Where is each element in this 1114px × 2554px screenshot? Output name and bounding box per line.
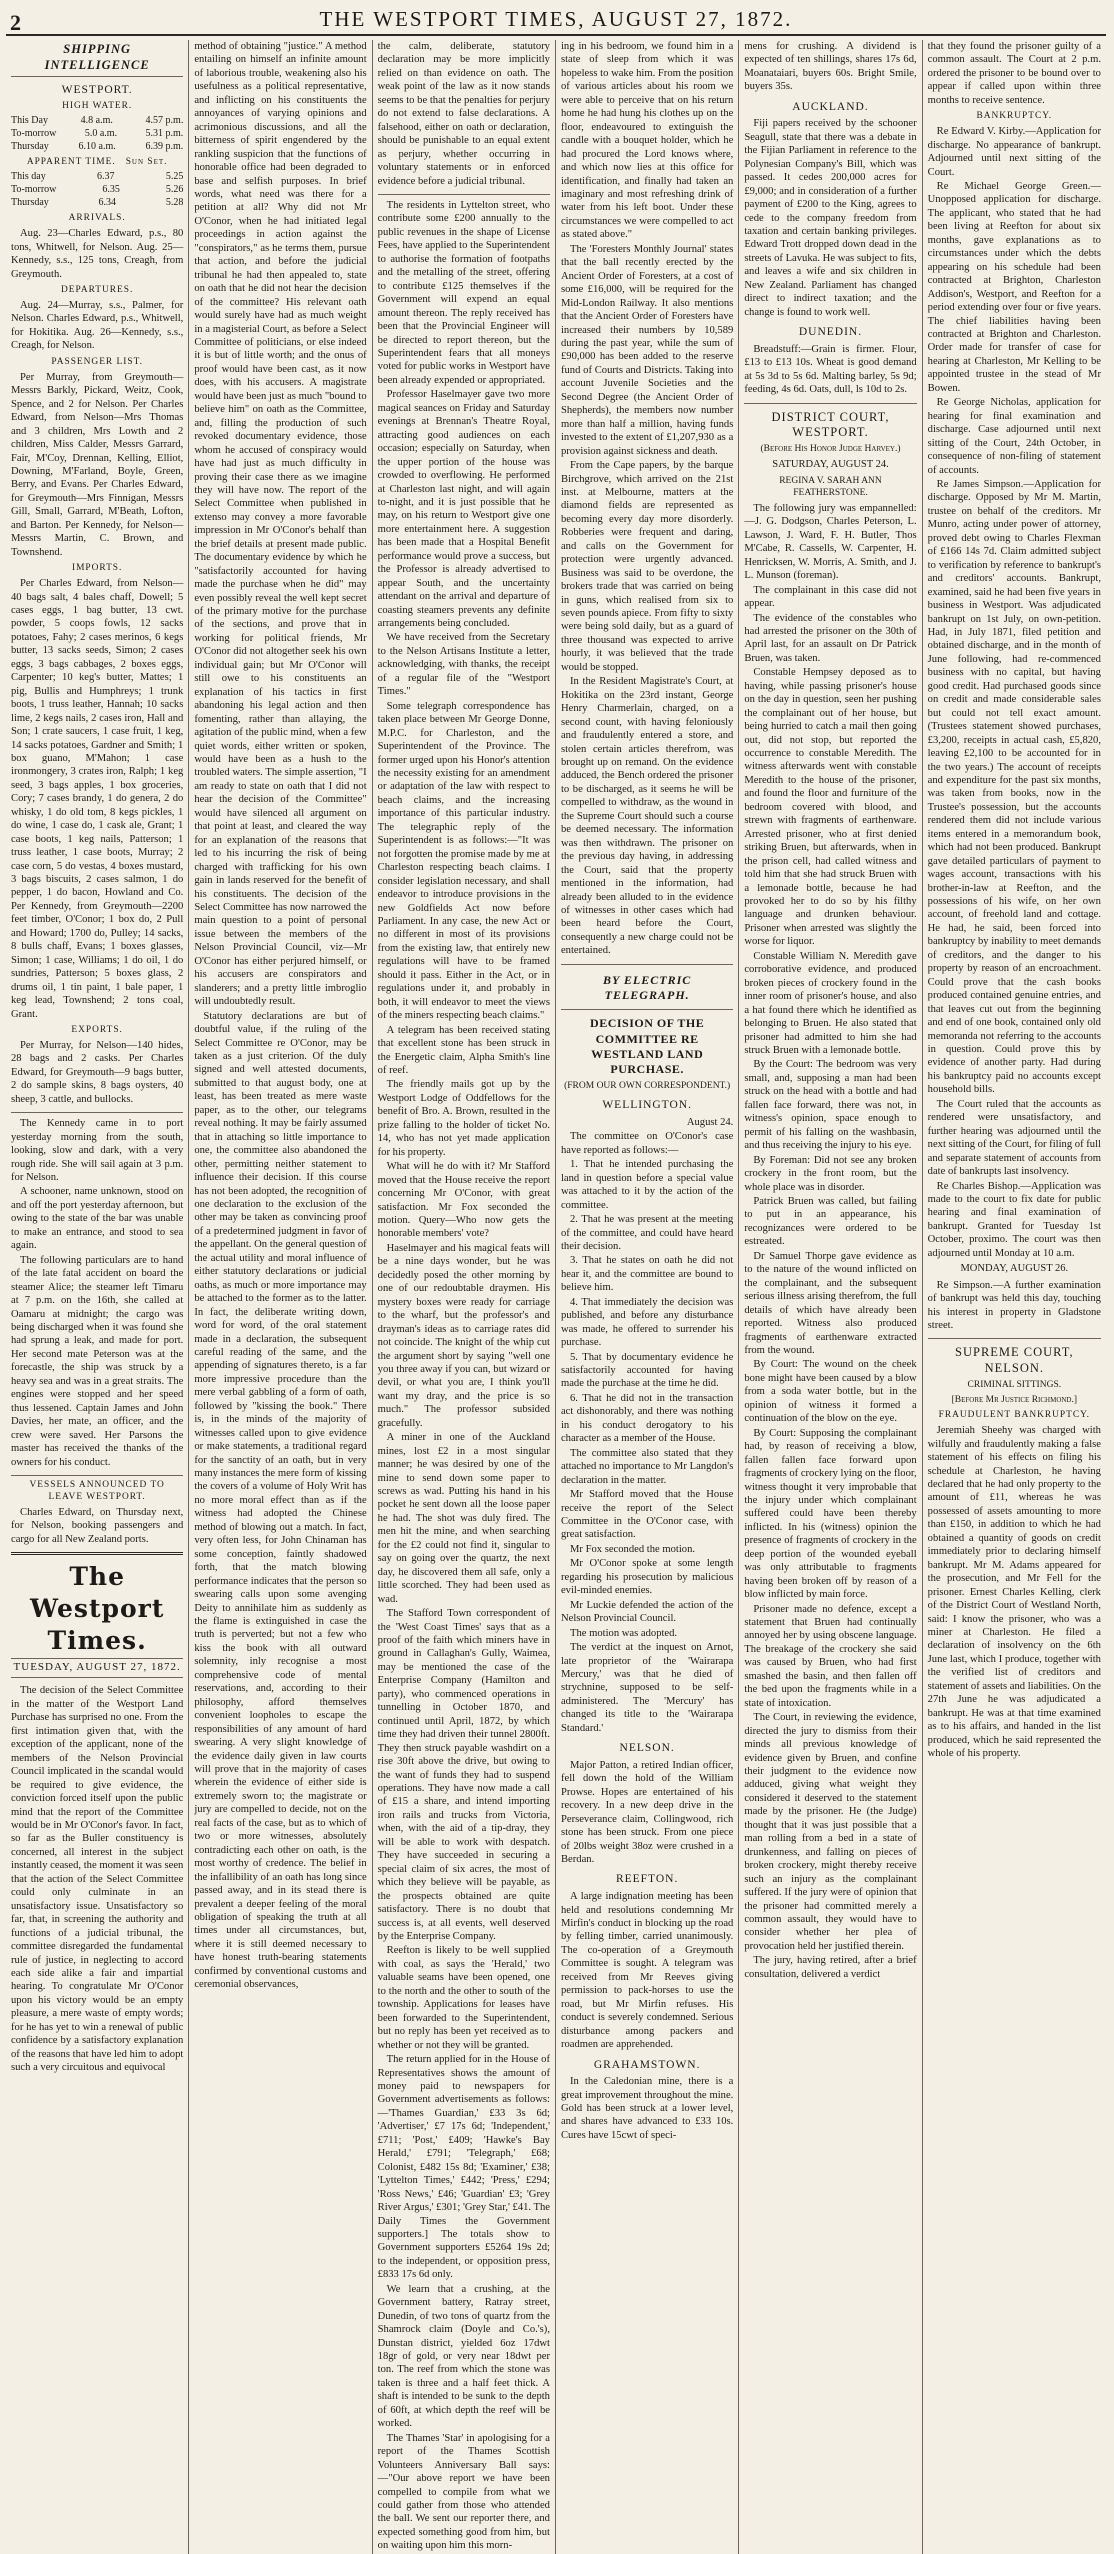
column-3: [373, 40, 556, 2554]
sun-row: To-morrow 6.35 5.26: [11, 183, 184, 195]
exports-heading: EXPORTS.: [71, 1025, 123, 1036]
report-paragraph: Fiji papers received by the schooner Seagull, state that there was a debate in the Fijian Parliament in reference to the Polynesian Company's Bill, which was passed. It cedes 200,000 acres for £9,000; and in consideration of a further payment of £200 to the King, agrees to cede to the company freedom from taxation and certain banking privileges. Edward Trott dropped down dead in the streets of Lavuka. He was subject to fits, and leaves a wife and six children in New Zealand. Parliament has changed direct to indirect taxation; and the change is found to work well.: [744, 118, 917, 318]
report-paragraph: In the Caledonian mine, there is a great improvement throughout the mine. Gold has been struck at a lower level, and shares have advanced to £33 10s. Cures have 15cwt of speci-: [560, 2076, 734, 2141]
report-paragraph: Mr O'Conor spoke at some length regarding his prosecution by malicious evil-minded enemies.: [560, 1558, 734, 1597]
court-paragraph: Dr Samuel Thorpe gave evidence as to the nature of the wound inflicted on the complainant, and the subsequent serious illness arising therefrom, the full details of which have already been reported. Witness also produced fragments of earthenware extracted from the wound.: [744, 1250, 917, 1356]
wellington-heading: WELLINGTON.: [602, 1099, 692, 1112]
report-paragraph: Major Patton, a retired Indian officer, fell down the hold of the William Prowse. Hopes are entertained of his recovery. In a new deep drive in the Perseverance claim, Collingwood, rich stone has been struck. From one piece of 20lbs weight 38oz were crushed in a Berdan.: [560, 1759, 734, 1866]
high-water-heading: HIGH WATER.: [62, 101, 133, 112]
news-paragraph: A miner in one of the Auckland mines, lost £2 in a most singular manner; he was desired by one of the mine to send down some paper to screws as wad. Putting his hand in his pocket he sent down all the loose paper he had. The shot was duly fired. The men hit the mine, and when searching for the £2 could not find it, singular to say on going over the quartz, the next day, he discovered them all safe, only a little scorched. They had been used as wad.: [377, 1432, 550, 1605]
report-paragraph: The motion was adopted.: [569, 1627, 678, 1639]
divider: [11, 1552, 183, 1555]
report-paragraph: The committee also stated that they attached no importance to Mr Langdon's declaration in the matter.: [560, 1447, 734, 1486]
news-paragraph: The following particulars are to hand of the late fatal accident on board the steamer Alice; the steamer left Timaru at 7 p.m. on the 16th, she called at Oamaru at midnight; the cargo was being discharged when it was found she had sprung a leak, and made for port. Her second mate Peterson was at the forecastle, the ship was struck by a heavy sea and was in a great straits. The engines were stopped and her speed thus lessened. Captain James and John Davies, her mate, an officer, and the crew were saved. Her Parsons the master has received the thanks of the owners for his conduct.: [11, 1254, 184, 1468]
sitting-date: MONDAY, AUGUST 26.: [960, 1263, 1069, 1275]
column-2: [189, 40, 372, 2554]
departures-heading: DEPARTURES.: [60, 285, 134, 296]
supreme-court-heading: SUPREME COURT, NELSON.: [955, 1345, 1074, 1376]
tide-row: Thursday 6.10 a.m. 6.39 p.m.: [11, 140, 184, 152]
grahamstown-heading: GRAHAMSTOWN.: [593, 2058, 701, 2071]
court-paragraph: The complainant in this case did not appear.: [744, 584, 917, 610]
bankruptcy-paragraph: Re George Nicholas, application for hearing for final examination and discharge. Case adjourned until next sitting of the Court, 24th October, in consequence of non-filing of statement of accounts.: [927, 397, 1101, 476]
exports-text: Per Murray, for Nelson—140 hides, 28 bags and 2 casks. Per Charles Edward, for Greymouth—9 bags butter, 2 do sample skins, 8 bags oysters, 40 sheep, 3 cattle, and bullocks.: [11, 1039, 184, 1105]
report-paragraph: 6. That he did not in the transaction act dishonorably, and there was nothing in his conduct derogatory to his character as a member of the House.: [560, 1392, 734, 1445]
court-paragraph: The jury, having retired, after a brief consultation, delivered a verdict: [744, 1955, 917, 1980]
court-paragraph: By Court: Supposing the complainant had, by reason of receiving a blow, fallen fallen face forward upon fragments of crockery lying on the floor, witness thought it very improbable that the injury under which complainant suffered could have been thereby inflicted. In his (witness) opinion the presence of fragments of crockery in the deep portion of the wounded eyeball was only attributable to fragments having been broken off by reason of a blow inflicted by main force.: [744, 1427, 917, 1601]
report-paragraph: 5. That by documentary evidence he satisfactorily accounted for having made the purchase at the time he did.: [560, 1351, 734, 1390]
column-4: [556, 40, 739, 2554]
newspaper-nameplate: The Westport Times.: [29, 1562, 165, 1655]
report-paragraph: 3. That he states on oath he did not hear it, and the committee are bound to believe him.: [560, 1255, 734, 1294]
news-paragraph: The Stafford Town correspondent of the 'West Coast Times' says that as a proof of the faith which miners have in ground in Callaghan's Gully, Waimea, may be mentioned the case of the Enterprise Company (Hamilton and party), who commenced operations in tunnelling in October 1870, and continued until April, 1872, by which time they had driven their tunnel 2800ft. They then struck payable washdirt on a rise 30ft above the drive, but owing to the want of funds they had to suspend operations. They have now made a call of £15 a share, and intend importing iron rails and trucks from Victoria, when, with the aid of a tip-dray, they will be able to work with despatch. They have succeeded in securing a special claim of six acres, the most of which they believe will be payable, as the prospects obtained are quite satisfactory. There is no doubt that success is, at all events, well deserved by the Enterprise Company.: [377, 1608, 550, 1942]
shipping-heading: SHIPPING INTELLIGENCE: [11, 42, 183, 77]
court-paragraph: By Court: The wound on the cheek bone might have been caused by a blow from a soda water bottle, but in the opinion of witness it formed a continuation of the blow on the eye.: [744, 1359, 917, 1425]
news-paragraph: In the Resident Magistrate's Court, at Hokitika on the 23rd instant, George Henry Charmerlain, charged, on a second count, with having feloniously and fraudulently entered a store, and stolen certain articles therefrom, was brought up on remand. On the evidence adduced, the Bench ordered the prisoner to be discharged, as it seems he will be compelled to withdraw, as the wound in the Supreme Court should such a course be deemed necessary. The information was then withdrawn. The prisoner on the previous day having, in addressing the Court, said that the property mentioned in the information, had already been alluded to in the evidence of witnesses in other cases which had been heard before the Court, consequently a new charge could not be entertained.: [560, 676, 734, 957]
column-1: [6, 40, 189, 2554]
departures-text: Aug. 24—Murray, s.s., Palmer, for Nelson. Charles Edward, p.s., Whitwell, for Hokitika. Aug. 26—Kennedy, s.s., Creagh, for Nelson.: [11, 300, 184, 352]
judge-note: [Before Mr Justice Richmond.]: [951, 1395, 1078, 1406]
arrivals-text: Aug. 23—Charles Edward, p.s., 80 tons, Whitwell, for Nelson. Aug. 25—Kennedy, s.s., 125 tons, Creagh, from Greymouth.: [11, 228, 184, 280]
auckland-heading: AUCKLAND.: [792, 100, 869, 113]
bankruptcy-paragraph: Re Edward V. Kirby.—Application for discharge. No appearance of bankrupt. Adjourned until next sitting of the Court.: [927, 126, 1101, 178]
editorial-paragraph: the calm, deliberate, statutory declaration may be more implicitly relied on than evidence on oath. The weak point of the law as it now stands seems to be that the penalties for perjury do not extend to false declarations. A falsehood, either on oath or declaration, should be punishable to an equal extent as perjury, whether occurring in voluntary statements or in enforced evidence before a judicial tribunal.: [377, 41, 550, 187]
bankruptcy-paragraph: Re Charles Bishop.—Application was made to the court to fix date for public hearing and final examination of bankrupt. Granted for Tuesday 1st October, proximo. The court was then adjourned until Monday at 10 a.m.: [927, 1180, 1101, 1259]
sun-row: This day 6.37 5.25: [11, 171, 184, 183]
news-paragraph: Professor Haselmayer gave two more magical seances on Friday and Saturday evenings at Brennan's Theatre Royal, attracting good audiences on each occasion; especially on Saturday, when the upper portion of the house was crowded to overflowing. He performed at Charleston last night, and will again to-night, and it is just possible that he may, on his return to Westport give one more entertainment here. A suggestion has been made that a Hospital Benefit performance would prove a success, but the Professor is already advertised to appear South, and the uncertainty attendant on the arrival and departure of coasting steamers prevents any definite arrangements being concluded.: [377, 389, 550, 630]
case-heading: FRAUDULENT BANKRUPTCY.: [938, 1410, 1090, 1421]
vessels-heading: VESSELS ANNOUNCED TO LEAVE WESTPORT.: [29, 1480, 165, 1502]
report-paragraph: The verdict at the inquest on Arnot, late proprietor of the 'Wairarapa Mercury,' was that he died of strychnine, supposed to be self-administered. The 'Mercury' has changed its title to the 'Wairarapa Standard.': [560, 1642, 734, 1734]
news-paragraph: The 'Foresters Monthly Journal' states that the ball recently erected by the Ancient Order of Foresters, at a cost of some £16,000, will be required for the Mid-London Railway. It also mentions that the Ancient Order of Foresters have increased their numbers by 10,589 during the past year, while the sum of £90,000 has been added to the reserve fund of Courts and Districts. Taking into account Juvenile Societies and the Second Degree (the Ancient Order of Shepherds), the members now number more than half a million, having funds invested to the extent of £1,207,930 as a provision against sickness and death.: [560, 243, 734, 457]
criminal-sittings: CRIMINAL SITTINGS.: [967, 1380, 1062, 1391]
court-paragraph: Prisoner made no defence, except a statement that Bruen had continually annoyed her by using obscene language. The breakage of the crockery she said was caused by Bruen, who had first smashed the basin, and then fallen off the bed upon the fragments while in a state of intoxication.: [744, 1603, 917, 1709]
editorial-paragraph: method of obtaining "justice." A method entailing on himself an infinite amount of laborious trouble, weakening also his usefulness as a political representative, and inflicting on his constituents the annoyances of varying opinions and acrimonious discussions, and all the bitterness of spirit engendered by the rankling suspicion that the functions of honorable office had been degraded to base and selfish purposes. In brief words, what need was there for a petition at all? Why did not Mr O'Conor, when he had initiated legal proceedings in action against the "conspirators," as he terms them, pursue that action, and before the judicial tribunal he had then appealed to, state on oath that he did not hear the decision of the committee? His relevant oath would surely have had as much weight in a magisterial Court, as before a Select Committee of politicians, or else indeed it is but of little worth; and the onus of proof would have been cast, as it now does, with his accusers. A magistrate would have been just as much "bound to believe him" on oath as the Committee, and, filling the production of such revoked documentary evidence, those whom he accused of conspiracy would have had just as much difficulty in proving their case there as we imagine they will have now. The report of the Select Committee when published in extenso may convey a more favorable impression in Mr O'Conor's behalf than the brief details at present made public. The documentary evidence by which he "satisfactorily accounted for having made the purchase when he did" may even possibly reveal the well kept secret of the primary motive for the purchase of the sections, and prove that in working for political friends, Mr O'Conor did not altogether seek his own individual gain; but Mr O'Conor will still owe to his constituents an explanation of his tactics in first abandoning his legal action and then fomenting, rather than allaying, the agitation of the public mind, when a few quiet words, either written or spoken, would have been as a hush to the troubled waters. The simple assertion, "I am ready to state on oath that I did not hear the decision of the Committee" would have silenced all argument on that point at least, and cleared the way for an explanation of the reasons that led to his incurring the risk of being charged with trafficking for his own gain in lands reserved for the benefit of his constituents. The decision of the Select Committee has now narrowed the main question to a point of personal issue between the members of the Nelson Provincial Council, viz—Mr O'Conor has either perjured himself, or his accusers are conspirators and slanderers; and a pretty little imbroglio will undoubtedly result.: [194, 41, 367, 1008]
dunedin-heading: DUNEDIN.: [798, 326, 863, 339]
news-paragraph: Haselmayer and his magical feats will be a nine days wonder, but he was decidedly posed the other morning by one of our redoubtable draymen. His mystery boxes were ready for carriage to the wharf, but the professor's and drayman's ideas as to carriage rates did not coincide. The knight of the whip cut the argument short by saying "well one you three away if you can, but wizard or devil, or what you are, I think you'll want my dray, and the price is so much." The professor subsided gracefully.: [377, 1242, 550, 1429]
report-paragraph: mens for crushing. A dividend is expected of ten shillings, shares 17s 6d, Moanataiari, buyers 60s. Bright Smile, buyers 35s.: [744, 41, 917, 93]
dateline: August 24.: [686, 1116, 734, 1128]
telegraph-heading: BY ELECTRIC TELEGRAPH.: [603, 972, 692, 1003]
imports-text: Per Charles Edward, from Nelson—40 bags salt, 4 bales chaff, Dowell; 5 cases eggs, 1 bag butter, 13 cwt. powder, 5 coops fowls, 12 sacks potatoes, Fahy; 2 cases merinos, 6 kegs butter, 13 sacks seeds, Simon; 2 cases eggs, 3 bags cabbages, 2 boxes eggs, Carpenter; 10 keg's butter, Mattes; 1 pig, Bullis and Humphreys; 1 trunk boots, 1 truss leather, Hannah; 10 sacks lime, 2 kegs nails, 2 cases iron, Hall and Son; 1 crate saucers, 1 case fruit, 1 keg, 14 sacks potatoes, Gardner and Smith; 1 box guano, M'Mahon; 1 case ironmongery, 3 crates iron, Ralph; 1 keg seed, 3 bags apples, 1 box groceries, Cory; 7 cases brandy, 1 do genera, 2 do whisky, 1 do old tom, 8 kegs pickles, 1 do wine, 1 case do, 1 cask ale, Grant; 1 case boots, 1 keg nails, Patterson; 1 truss leather, 1 case boots, Murray; 2 case corn, 5 do vestas, 4 boxes mustard, 3 bags biscuits, 2 cases salmon, 1 do pepper, 1 do bacon, Howland and Co. Per Kennedy, from Greymouth—2200 feet timber, O'Conor; 1 box do, 2 Pull and Howard; 1700 do, Pulley; 14 sacks, 8 bulls chaff, Evans; 1 boxes glasses, Simon; 1 case, Williams; 1 do oil, 1 do sundries, Patterson; 5 boxes glass, 2 drums oil, 1 tin paint, 1 bale paper, 1 keg lead, Townshend; 2 tons coal, Grant.: [11, 578, 184, 1020]
news-paragraph: The friendly mails got up by the Westport Lodge of Oddfellows for the benefit of Bro. A. Brown, resulted in the prize falling to the holder of ticket No. 14, who has not yet made application for his property.: [377, 1079, 550, 1158]
decision-heading: DECISION OF THE COMMITTEE RE WESTLAND LAND PURCHASE.: [590, 1016, 705, 1076]
passenger-heading: PASSENGER LIST.: [51, 356, 143, 367]
column-5: [739, 40, 922, 2554]
case-title: REGINA V. SARAH ANN FEATHERSTONE.: [779, 475, 882, 498]
report-paragraph: 1. That he intended purchasing the land in question before a special value was attached to it by the action of the committee.: [560, 1159, 734, 1211]
tide-row: This Day 4.8 a.m. 4.57 p.m.: [11, 115, 184, 127]
court-paragraph: Constable Hempsey deposed as to having, while passing prisoner's house on the day in question, seen her pushing the complainant out of her house, but being hurried to catch a mail then going out, did not stop, but reported the occurrence to constable Meredith. The witness afterwards went with constable Meredith to the house of the prisoner, and found the floor and furniture of the bedroom covered with blood, and strewn with fragments of earthenware. Arrested prisoner, who at first denied striking Bruen, but afterwards, when in the prison cell, had called witness and told him that she had struck Bruen with a lemonade bottle, because he had provoked her to do so by his filthy language and drunken behaviour. Prisoner when arrested was slightly the worse for liquor.: [744, 667, 917, 948]
court-paragraph: Constable William N. Meredith gave corroborative evidence, and produced broken pieces of crockery found in the inner room of prisoner's house, and also a hat found there which he identified as belonging to Bruen. He also stated that prisoner had admitted to him she had struck Bruen with a lemonade bottle.: [744, 950, 917, 1056]
column-6: [923, 40, 1106, 2554]
report-paragraph: 4. That immediately the decision was published, and before any disturbance was made, he offered to surrender his purchase.: [560, 1296, 734, 1349]
court-paragraph: Patrick Bruen was called, but failing to put in an appearance, his recognizances were ordered to be estreated.: [744, 1195, 917, 1248]
divider: [11, 1475, 183, 1476]
bankruptcy-paragraph: The Court ruled that the accounts as rendered were unsatisfactory, and further hearing was adjourned until the next sitting of the Court, for filing of full and separate statement of accounts from date of bankrupts last insolvency.: [927, 1098, 1101, 1178]
editorial-paragraph: The decision of the Select Committee in the matter of the Westport Land Purchase has surprised no one. From the first intimation given that, with the exception of the applicant, none of the members of the Nelson Provincial Council implicated in the scandal would be required to give evidence, the conviction forced itself upon the public mind that the report of the Committee would be in Mr O'Conor's favor. In fact, so far as the Buller constituency is concerned, all interest in the subject instantly ceased, the moment it was seen that the action of the Select Committee could only culminate in an unsatisfactory issue. Unsatisfactory so far, that, in screening the authority and functions of a judicial tribunal, the committee disregarded the fundamental rule of justice, in neglecting to accord each side alike a fair and impartial hearing. To congratulate Mr O'Conor upon his victory would be an empty pleasure, a mere waste of empty words; for he has yet to win a renewal of public confidence by a satisfactory explanation of the reasons that have led him to adopt such a very circuitous and equivocal: [11, 1685, 184, 2074]
news-paragraph: We have received from the Secretary to the Nelson Artisans Institute a letter, acknowledging, with thanks, the receipt of a regular file of the "Westport Times.": [377, 632, 550, 698]
page-number: 2: [10, 10, 21, 35]
report-paragraph: Mr Fox seconded the motion.: [569, 1543, 696, 1555]
divider: [928, 1338, 1101, 1339]
news-paragraph: From the Cape papers, by the barque Birchgrove, which arrived on the 21st inst. at Melbourne, matters at the diamond fields are represented as becoming every day more disorderly. Robberies were frequent and daring, and calls on the Government for protection were urgently advanced. Business was said to be overdone, the brokers trade that was carried on being in guns, which realised from six to seven pounds apiece. From fifty to sixty were being sold daily, but as a guard of three thousand was expected to arrive hourly, it was believed that the trade would be stopped.: [560, 460, 734, 673]
divider: [11, 1112, 183, 1113]
report-paragraph: A large indignation meeting has been held and resolutions condemning Mr Mirfin's conduct in blocking up the road by felling timber, carried unanimously. The co-operation of a Greymouth Committee is sought. A telegram was received from Mr Reeves giving permission to pack-horses to use the road, but Mr Mirfin refuses. His conduct is severely condemned. Serious disturbance among packers and roadmen are apprehended.: [560, 1891, 734, 2051]
court-paragraph: Jeremiah Sheehy was charged with wilfully and fraudulently making a false statement of his effects on filing his schedule at Charleston, he having declared that he had only property to the amount of £11, whereas he was possessed of assets amounting to more than £150, in addition to which he had obtained a quantity of goods on credit immediately prior to declaring himself bankrupt. Mr M. Adams appeared for the prosecution, and Mr Fell for the prisoner. Ernest Charles Kelling, clerk of the District Court of Westland North, said: I know the prisoner, who was a miner at Charleston. He filed a declaration of insolvency on the 6th June last, which I produce, together with the verified list of creditors and statement of assets and liabilities. On the 27th June he was adjudicated a bankrupt. He was at that time examined as to his affairs, and handed in the list produced, which he said represented the whole of his property.: [927, 1425, 1101, 1760]
divider: [378, 194, 550, 195]
tide-row: To-morrow 5.0 a.m. 5.31 p.m.: [11, 127, 184, 139]
report-paragraph: 2. That he was present at the meeting of the committee, and could have heard their decision.: [560, 1214, 734, 1252]
news-paragraph: ing in his bedroom, we found him in a state of sleep from which it was hopeless to wake him. From the position of various articles about his room we were able to perceive that on his return home he had hung his clothes up on the floor, endeavoured to extinguish the candle with a bouquet holder, which he had procured the Lord knows where, and which now lies at this office for identification, and finally had taken an imaginary and most refreshing drink of water from his left boot. Under these circumstances we were compelled to act as stated above.": [560, 41, 734, 241]
report-paragraph: Breadstuff:—Grain is firmer. Flour, £13 to £13 10s. Wheat is good demand at 5s 3d to 5s 6d. Malting barley, 5s 9d; feeding, 4s 6d. Oats, dull, ls 10d to 2s.: [744, 343, 917, 396]
divider: [561, 964, 733, 965]
passenger-text: Per Murray, from Greymouth—Messrs Barkly, Pickard, Weitz, Cook, Spence, and 2 for Nelson. Per Charles Edward, from Nelson—Mrs Thomas and 3 children, Mrs Lowth and 2 children, Miss Calder, Messrs Garrard, Fair, M'Coy, Drennan, Kelling, Elliot, Downing, M'Farland, Boyle, Green, Berry, and Evans. Per Charles Edward, for Greymouth—Mrs Finnigan, Messrs Gill, Small, Garrard, M'Beath, Lofton, and Barton. Per Kennedy, for Nelson—Messrs Martin, C. Brown, and Townshend.: [11, 371, 184, 558]
nelson-heading: NELSON.: [619, 1742, 675, 1755]
court-paragraph: The following jury was empannelled:—J. G. Dodgson, Charles Peterson, L. Lawson, J. Ward, F. H. Butler, Thos M'Cabe, R. Cassells, W. Carpenter, H. Henricksen, W. Morris, A. Smith, and J. L. Munson (foreman).: [744, 502, 917, 582]
bankruptcy-paragraph: Re Simpson.—A further examination of bankrupt was held this day, touching his interest in property in Gladstone street.: [927, 1279, 1101, 1331]
news-paragraph: We learn that a crushing, at the Government battery, Ratray street, Dunedin, of two tons of quartz from the Shamrock claim (Doyle and Co.'s), Dunstan district, yielded 6oz 17dwt 18gr of gold, or very near 18dwt per ton. The reef from which the stone was taken is three and a half feet thick. A shaft is intended to be sunk to the depth of 60ft, at which depth the reef will be worked.: [377, 2283, 550, 2430]
court-paragraph: By the Court: The bedroom was very small, and, supposing a man had been struck on the head with a bottle and had fallen face forward, there was not, in witness's opinion, space enough to permit of his falling on the washbasin, and thus receiving the injury to his eye.: [744, 1059, 917, 1152]
news-paragraph: The Thames 'Star' in apologising for a report of the Thames Scottish Volunteers Anniversary Ball says:—"Our above report we have been compelled to compile from what we could gather from those who attended the ball. We sent our reporter there, and expected something good from him, but on waiting upon him this morn-: [377, 2432, 550, 2552]
report-paragraph: The committee on O'Conor's case have reported as follows:—: [560, 1131, 734, 1156]
bankruptcy-paragraph: Re Michael George Green.—Unopposed application for discharge. The applicant, who stated that he had been living at Reefton for about six months, gave explanations as to circumstances under which the debts appearing on his schedule had been contracted at Brighton, Charleston Addison's, Westport, and Reefton for a period extending over four or five years. The chief liabilities having been contracted at Brighton and Charleston. Order made for transfer of case for hearing at Charleston, Mr Kelling to be appointed trustee in the stead of Mr Bowen.: [927, 181, 1101, 394]
report-paragraph: Mr Luckie defended the action of the Nelson Provincial Council.: [560, 1599, 734, 1625]
judge-note: (Before His Honor Judge Harvey.): [760, 444, 901, 455]
court-paragraph: that they found the prisoner guilty of a common assault. The Court at 2 p.m. ordered the prisoner to be bound over to appear if called upon within three months to receive sentence.: [927, 41, 1101, 106]
bankruptcy-paragraph: Re James Simpson.—Application for discharge. Opposed by Mr M. Martin, trustee on behalf of the creditors. Mr Munro, acting under power of attorney, proved debt owing to Charles Flexman of £166 14s 7d. Claim admitted subject to verification by reference to bankrupt's and creditors' accounts. Bankrupt, examined, said he had been five years in business in Westport. Was adjudicated bankrupt on 1st July, on own-petition. Had, in July 1871, filed petition and obtained discharge, and in the month of June following, had re-commenced business with no capital, but having good credit. Had purchased goods since on credit and made considerable sales but could not tell exact amount. (Trustees statement showed purchases, £3,200, receipts in actual cash, £5,820, leaving £2,100 to be accounted for in the two years.) The account of receipts and expenditure for the past six months, was taken from books, now in the Trustee's possession, but the accounts rendered them did not include various items entered in a memorandum book, which had not been produced. Bankrupt gave detailed particulars of payment to wages account, transactions with his brother-in-law at Reefton, and the possessions of his wife, on her own account, of freehold land and cottage. He had, he said, been forced into bankruptcy by inability to meet demands of creditors, and the danger to his property by reason of an encroachment. Could prove that the cash books produced contained genuine entries, and that leaves cut out from the beginning and end of one book, contained only old memoranda not referring to the accounts in question. Could prove this by evidence of another party. Had during his bankruptcy paid no accounts except household bills.: [927, 478, 1101, 1096]
news-paragraph: A telegram has been received stating that excellent stone has been struck in the Energetic claim, Alpha Smith's line of reef.: [377, 1024, 550, 1076]
port-heading: WESTPORT.: [61, 83, 133, 96]
news-paragraph: The return applied for in the House of Representatives shows the amount of money paid to newspapers for Government advertisements as follows:—'Thames Guardian,' £33 3s 6d; 'Advertiser,' £7 17s 6d; 'Independent,' £711; 'Post,' £409; 'Hawke's Bay Herald,' £791; 'Telegraph,' £68; Colonist, £482 15s 8d; 'Examiner,' £38; 'Lyttelton Times,' £442; 'Press,' £294; 'Ross News,' £46; 'Guardian' £3; 'Grey River Argus,' £301; 'Grey Star,' £41. The Daily Times the Government supporters.] The totals show to Government supporters £5264 19s 2d; to the independent, or opposition press, £833 17s 6d only.: [377, 2054, 550, 2281]
news-paragraph: The residents in Lyttelton street, who contribute some £200 annually to the public revenues in the shape of License Fees, have applied to the Superintendent to authorise the formation of footpaths and the metalling of the street, offering to contribute £125 themselves if the Government will expend an equal amount thereon. The reply received has been that the Provincial Engineer will be directed to report thereon, but the Superintendent fears that all moneys voted for public works in Westport have been already expended or appropriated.: [377, 199, 550, 386]
arrivals-heading: ARRIVALS.: [68, 213, 126, 224]
divider: [561, 1009, 733, 1010]
imports-heading: IMPORTS.: [71, 563, 123, 574]
issue-dateline: TUESDAY, AUGUST 27, 1872.: [11, 1658, 183, 1678]
divider: [744, 403, 916, 404]
news-paragraph: The Kennedy came in to port yesterday morning from the south, looking, slow and dark, with a very rough ride. She will sail again at 3 p.m. for Nelson.: [11, 1118, 184, 1184]
report-paragraph: Mr Stafford moved that the House receive the report of the Select Committee in the O'Conor case, with great satisfaction.: [560, 1489, 734, 1541]
vessels-text: Charles Edward, on Thursday next, for Nelson, booking passengers and cargo for all New Zealand ports.: [11, 1506, 184, 1545]
editorial-paragraph: Statutory declarations are but of doubtful value, if the ruling of the Select Committee re O'Conor, may be taken as a just criterion. Of the duly signed and well attested documents, submitted to that august body, one at least, has been treated as mere waste paper, as to the other, our telegrams reveal nothing. It may be fairly assumed that in attaching so little importance to one, the committee also abandoned the other, permitting neither statement to influence their decision. If this course has not been adopted, the recognition of one declaration to the exclusion of the other may be taken as convincing proof of a predetermined judgment in favor of the appellant. On the general question of the actual utility and moral influence of either statutory declarations or judicial oaths, as much or more importance may be attached to the former as to the latter. In fact, the deliberate writing down, word for word, of the oral statement made in a declaration, the subsequent careful reading of the same, and the appending of signatures thereto, is a far more impressive procedure than the mere verbal gabbling of a form of oath, followed by "kissing the book." There is, in the minds of the majority of witnesses called upon to give evidence or make statements, a traditional regard for the sanctity of an oath, but in very many instances the mere form of kissing the covers of a volume of Holy Writ has no more moral effect than as if the witness had adopted the Chinese method of blowing out a match. In fact, very often less, for John Chinaman has some conception, faintly shadowed forth, that the match blowing performance indicates that the person so swearing calls upon some avenging Deity to annihilate him as suddenly as the flame is extinguished in case the truth is perverted; but not a few who kiss the book with all outward solemnity, inly recognise a most comprehensive code of mental reservations, and, according to their philosophy, afford themselves convenient loopholes to escape the responsibilities of any amount of hard swearing. A very slight knowledge of the evidence daily given in law courts will prove that in the majority of cases wherein the evidence of either side is extremely sworn to; the magistrate or jury are compelled to decide, not on the real facts of the case, but as to which of two or more witnesses, absolutely contradicting each other on oath, is the most worthy of credence. The belief in the infallibility of an oath has long since passed away, and in its stead there is prevalent a deeper feeling of the moral obligation of speaking the truth at all times under all circumstances, but, where it is still deemed necessary to have honest truth-bearing statements confirmed by conventional customs and ceremonial observances,: [194, 1010, 367, 1991]
apparent-time-heading: APPARENT TIME. Sun Set.: [26, 157, 168, 168]
running-masthead: THE WESTPORT TIMES, AUGUST 27, 1872.: [319, 7, 793, 31]
reefton-heading: REEFTON.: [615, 1873, 679, 1886]
court-paragraph: By Foreman: Did not see any broken crockery in the front room, but the whole place was in disorder.: [744, 1154, 917, 1193]
sun-row: Thursday 6.34 5.28: [11, 196, 184, 208]
news-paragraph: A schooner, name unknown, stood on and off the port yesterday afternoon, but owing to the state of the bar was unable to make an entrance, and stood to sea again.: [11, 1186, 184, 1252]
news-paragraph: What will he do with it? Mr Stafford moved that the House receive the report concerning Mr O'Conor, with great satisfaction. Mr Fox seconded the motion. Query—Who now gets the honorable members' vote?: [377, 1161, 550, 1240]
correspondent-note: (FROM OUR OWN CORRESPONDENT.): [564, 1081, 731, 1092]
columns: [6, 40, 1106, 2552]
court-paragraph: The evidence of the constables who had arrested the prisoner on the 30th of April last, for an assault on Dr Patrick Bruen, was taken.: [744, 612, 917, 664]
page-header: [6, 4, 1106, 36]
news-paragraph: Some telegraph correspondence has taken place between Mr George Donne, M.P.C. for Charleston, and the Superintendent of the Province. The former urged upon his Honor's attention the necessity existing for an amendment or adaptation of the law with respect to beach claims, and the increasing importance of this particular industry. The telegraphic reply of the Superintendent is as follows:—"It was not forgotten the promise made by me at Charleston respecting beach claims. I consider legislation necessary, and shall endeavor to introduce provisions in the new Goldfields Act now before Parliament. In any case, the new Act or no different in most of its provisions from the existing law, that entirely new regulations will have to be framed should it pass. Either in the Act, or in regulations under it, and probably in both, it will endeavor to meet the views of the miners respecting beach claims.": [377, 700, 550, 1022]
sitting-date: SATURDAY, AUGUST 24.: [772, 459, 889, 471]
district-court-heading: DISTRICT COURT, WESTPORT.: [771, 409, 890, 440]
news-paragraph: Reefton is likely to be well supplied with coal, as says the 'Herald,' two valuable seams have been opened, one to the north and the other to south of the township. Applications for leases have been forwarded to the Superintendent, but no reply has been yet received as to whether or not they will be granted.: [377, 1945, 550, 2051]
bankruptcy-heading: BANKRUPTCY.: [976, 111, 1053, 122]
court-paragraph: The Court, in reviewing the evidence, directed the jury to dismiss from their minds all previous knowledge of evidence given by Bruen, and confine their judgment to the evidence now adduced, giving what weight they considered it deserved to the statement made by the prisoner. He (the Judge) thought that it was just possible that a man rolling from a bed in a state of drunkenness, and falling on pieces of broken crockery, might thereby receive such an injury as the complainant suffered. If the jury were of opinion that the prisoner had committed merely a common assault, they would have to consider whether her plea of provocation held her justified therein.: [744, 1712, 917, 1952]
